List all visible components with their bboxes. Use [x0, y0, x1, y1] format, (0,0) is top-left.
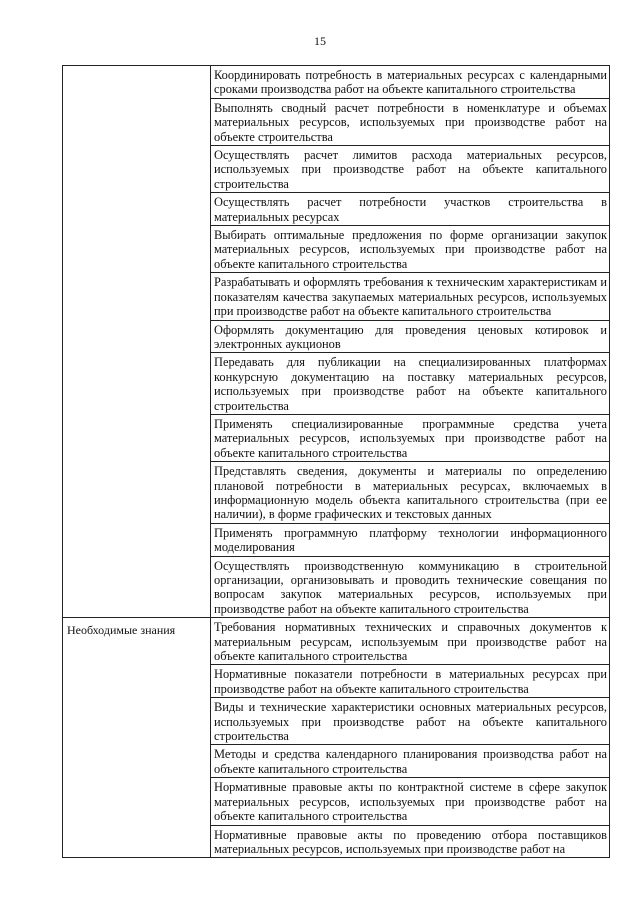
- table-cell: [211, 273, 610, 320]
- list-item: Применять специализированные программные средства учета материальных ресурсов, используемых при производстве работ на объекте капитального строительства: [214, 416, 607, 460]
- table-cell: [211, 665, 610, 698]
- page-number: 15: [314, 34, 326, 48]
- table-cell: [211, 556, 610, 618]
- table-row: [63, 66, 610, 99]
- list-item: Оформлять документацию для проведения ценовых котировок и электронных аукционов: [214, 322, 607, 351]
- list-item: Нормативные правовые акты по контрактной системе в сфере закупок материальных ресурсов, используемых при производстве работ на объекте капитального строительства: [214, 780, 607, 824]
- list-item: Применять программную платформу технологии информационного моделирования: [214, 525, 607, 555]
- table-cell: [211, 698, 610, 745]
- list-item: Нормативные правовые акты по проведению отбора поставщиков материальных ресурсов, используемых при производстве работ на: [214, 827, 607, 856]
- table-cell: [211, 353, 610, 415]
- table-cell: [211, 778, 610, 825]
- table-cell: [211, 320, 610, 353]
- table-cell: [211, 618, 610, 665]
- list-item: Нормативные показатели потребности в материальных ресурсах при производстве работ на объекте капитального строительства: [214, 667, 607, 696]
- list-item: Осуществлять производственную коммуникацию в строительной организации, организовывать и проводить технические совещания по вопросам закупок материальных ресурсов, используемых при производстве работ на объекте капитального строительства: [214, 558, 607, 616]
- table-cell: [211, 462, 610, 524]
- list-item: Выбирать оптимальные предложения по форме организации закупок материальных ресурсов, используемых при производстве работ на объекте капитального строительства: [214, 228, 607, 271]
- list-item: Виды и технические характеристики основных материальных ресурсов, используемых при производстве работ на объекте капитального строительства: [214, 700, 607, 744]
- table-cell: [211, 523, 610, 556]
- table-cell: [211, 226, 610, 273]
- table-cell: [211, 66, 610, 99]
- list-item: Разрабатывать и оформлять требования к техническим характеристикам и показателям качества закупаемых материальных ресурсов, используемых при производстве работ на объекте капитального строительства: [214, 275, 607, 319]
- list-item: Осуществлять расчет лимитов расхода материальных ресурсов, используемых при производстве работ на объекте капитального строительства: [214, 148, 607, 191]
- list-item: Представлять сведения, документы и материалы по определению плановой потребности в материальных ресурсах, включаемых в информационную модель объекта капитального строительства (при ее наличии), в форме графических и текстовых данных: [214, 464, 607, 522]
- table-cell: [211, 745, 610, 778]
- table-cell: [211, 146, 610, 193]
- table-cell: [211, 825, 610, 858]
- table-cell: [211, 193, 610, 226]
- competency-table: [62, 65, 610, 858]
- table-cell: [211, 414, 610, 461]
- list-item: Осуществлять расчет потребности участков строительства в материальных ресурсах: [214, 195, 607, 224]
- section-label: Необходимые знания: [63, 618, 211, 858]
- list-item: Требования нормативных технических и справочных документов к материальным ресурсам, используемым при производстве работ на объекте капитального строительства: [214, 620, 607, 664]
- list-item: Передавать для публикации на специализированных платформах конкурсную документацию на поставку материальных ресурсов, используемых при производстве работ на объекте капитального строительства: [214, 355, 607, 413]
- table-row: [63, 618, 610, 665]
- list-item: Методы и средства календарного планирования производства работ на объекте капитального строительства: [214, 747, 607, 776]
- section-label-empty: [63, 66, 211, 618]
- list-item: Выполнять сводный расчет потребности в номенклатуре и объемах материальных ресурсов, используемых при производстве работ на объекте строительства: [214, 100, 607, 144]
- table-cell: [211, 98, 610, 145]
- list-item: Координировать потребность в материальных ресурсах с календарными сроками производства работ на объекте капитального строительства: [214, 68, 607, 97]
